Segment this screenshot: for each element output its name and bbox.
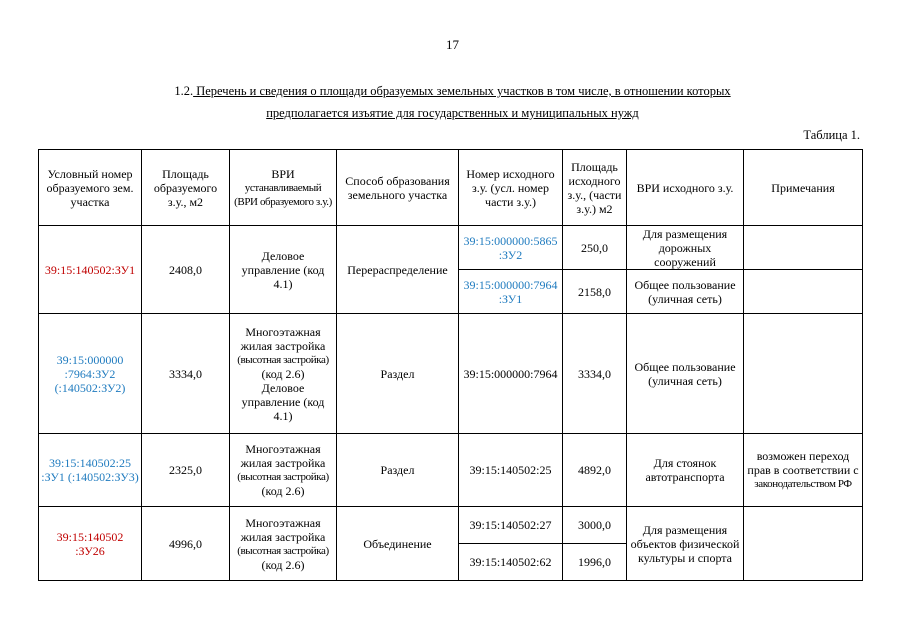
- src-num-cell: 39:15:140502:62: [459, 544, 563, 581]
- heading-prefix: 1.2.: [174, 84, 194, 98]
- col-header-vri-title: ВРИ: [271, 166, 295, 181]
- vri-cell: Деловое управление (код 4.1): [230, 226, 337, 314]
- vri-text-small: (высотная застройка): [237, 544, 329, 557]
- src-num-cell: 39:15:000000:5865 :ЗУ2: [459, 226, 563, 270]
- table-row: [39, 507, 863, 544]
- note-text: возможен переход прав в соответствии с: [747, 449, 859, 477]
- src-num-cell: 39:15:000000:7964: [459, 314, 563, 434]
- method-cell: Перераспределение: [337, 226, 459, 314]
- vri-code: (код 2.6): [261, 484, 305, 498]
- col-header-vri: [230, 150, 337, 226]
- src-vri-cell: Для стоянок автотранспорта: [627, 434, 744, 507]
- src-vri-cell: Общее пользование (уличная сеть): [627, 314, 744, 434]
- heading-text-2: предполагается изъятие для государственных и муниципальных нужд: [266, 106, 639, 120]
- src-num-cell: 39:15:000000:7964 :ЗУ1: [459, 270, 563, 314]
- note-text-small: законодательством РФ: [754, 478, 852, 490]
- src-vri-cell: Для размещения дорожных сооружений: [627, 226, 744, 270]
- src-vri-cell: Для размещения объектов физической культуры и спорта: [627, 507, 744, 581]
- col-header-src-vri: ВРИ исходного з.у.: [627, 150, 744, 226]
- notes-cell: [744, 270, 863, 314]
- method-cell: Объединение: [337, 507, 459, 581]
- vri-text: Многоэтажная жилая застройка: [240, 442, 326, 470]
- page-number: 17: [446, 37, 459, 52]
- src-vri-cell: Общее пользование (уличная сеть): [627, 270, 744, 314]
- vri-cell: [230, 314, 337, 434]
- table-header-row: [39, 150, 863, 226]
- col-header-vri-sub: устанавливаемый (ВРИ образуемого з.у.): [234, 181, 332, 208]
- src-num-cell: 39:15:140502:27: [459, 507, 563, 544]
- vri-code: (код 2.6): [261, 557, 305, 572]
- col-header-cond-num: Условный номер образуемого зем. участка: [39, 150, 142, 226]
- method-cell: Раздел: [337, 434, 459, 507]
- table-row: [39, 314, 863, 434]
- cond-num-cell: [39, 314, 142, 434]
- col-header-src-area: Площадь исходного з.у., (части з.у.) м2: [563, 150, 627, 226]
- vri-text-small: (высотная застройка): [237, 353, 329, 366]
- area-cell: 3334,0: [142, 314, 230, 434]
- table-label: Таблица 1.: [803, 128, 860, 142]
- land-plots-table: [38, 149, 863, 581]
- vri-cell: [230, 434, 337, 507]
- vri-cell: [230, 507, 337, 581]
- heading-text-1: Перечень и сведения о площади образуемых земельных участков в том числе, в отношении которых: [193, 84, 731, 98]
- src-area-cell: 1996,0: [563, 544, 627, 581]
- area-cell: 4996,0: [142, 507, 230, 581]
- vri-code: (код 2.6): [261, 366, 305, 381]
- vri-text: Многоэтажная жилая застройка: [240, 324, 326, 353]
- cond-num-text: 39:15:140502:25 :ЗУ1 (:140502:ЗУ3): [41, 456, 139, 484]
- src-area-cell: 2158,0: [563, 270, 627, 314]
- src-num-cell: 39:15:140502:25: [459, 434, 563, 507]
- area-cell: 2408,0: [142, 226, 230, 314]
- cond-num-cell: 39:15:140502 :ЗУ26: [39, 507, 142, 581]
- heading-line-2: [0, 106, 905, 121]
- src-area-cell: 4892,0: [563, 434, 627, 507]
- src-area-cell: 3000,0: [563, 507, 627, 544]
- col-header-method: Способ образования земельного участка: [337, 150, 459, 226]
- col-header-notes: Примечания: [744, 150, 863, 226]
- notes-cell: [744, 434, 863, 507]
- col-header-src-num: Номер исходного з.у. (усл. номер части з.у.): [459, 150, 563, 226]
- table-row: [39, 226, 863, 270]
- notes-cell: [744, 314, 863, 434]
- table-row: [39, 434, 863, 507]
- area-cell: 2325,0: [142, 434, 230, 507]
- notes-cell: [744, 507, 863, 581]
- method-cell: Раздел: [337, 314, 459, 434]
- cond-num-text: 39:15:000000 :7964:ЗУ2 (:140502:ЗУ2): [54, 352, 126, 395]
- src-area-cell: 3334,0: [563, 314, 627, 434]
- vri-text-2: Деловое управление (код 4.1): [241, 380, 325, 423]
- notes-cell: [744, 226, 863, 270]
- cond-num-cell: [39, 434, 142, 507]
- vri-text-small: (высотная застройка): [237, 471, 329, 483]
- vri-text: Многоэтажная жилая застройка: [240, 515, 326, 544]
- col-header-area: Площадь образуемого з.у., м2: [142, 150, 230, 226]
- heading-line-1: [0, 84, 905, 99]
- src-area-cell: 250,0: [563, 226, 627, 270]
- cond-num-cell: 39:15:140502:ЗУ1: [39, 226, 142, 314]
